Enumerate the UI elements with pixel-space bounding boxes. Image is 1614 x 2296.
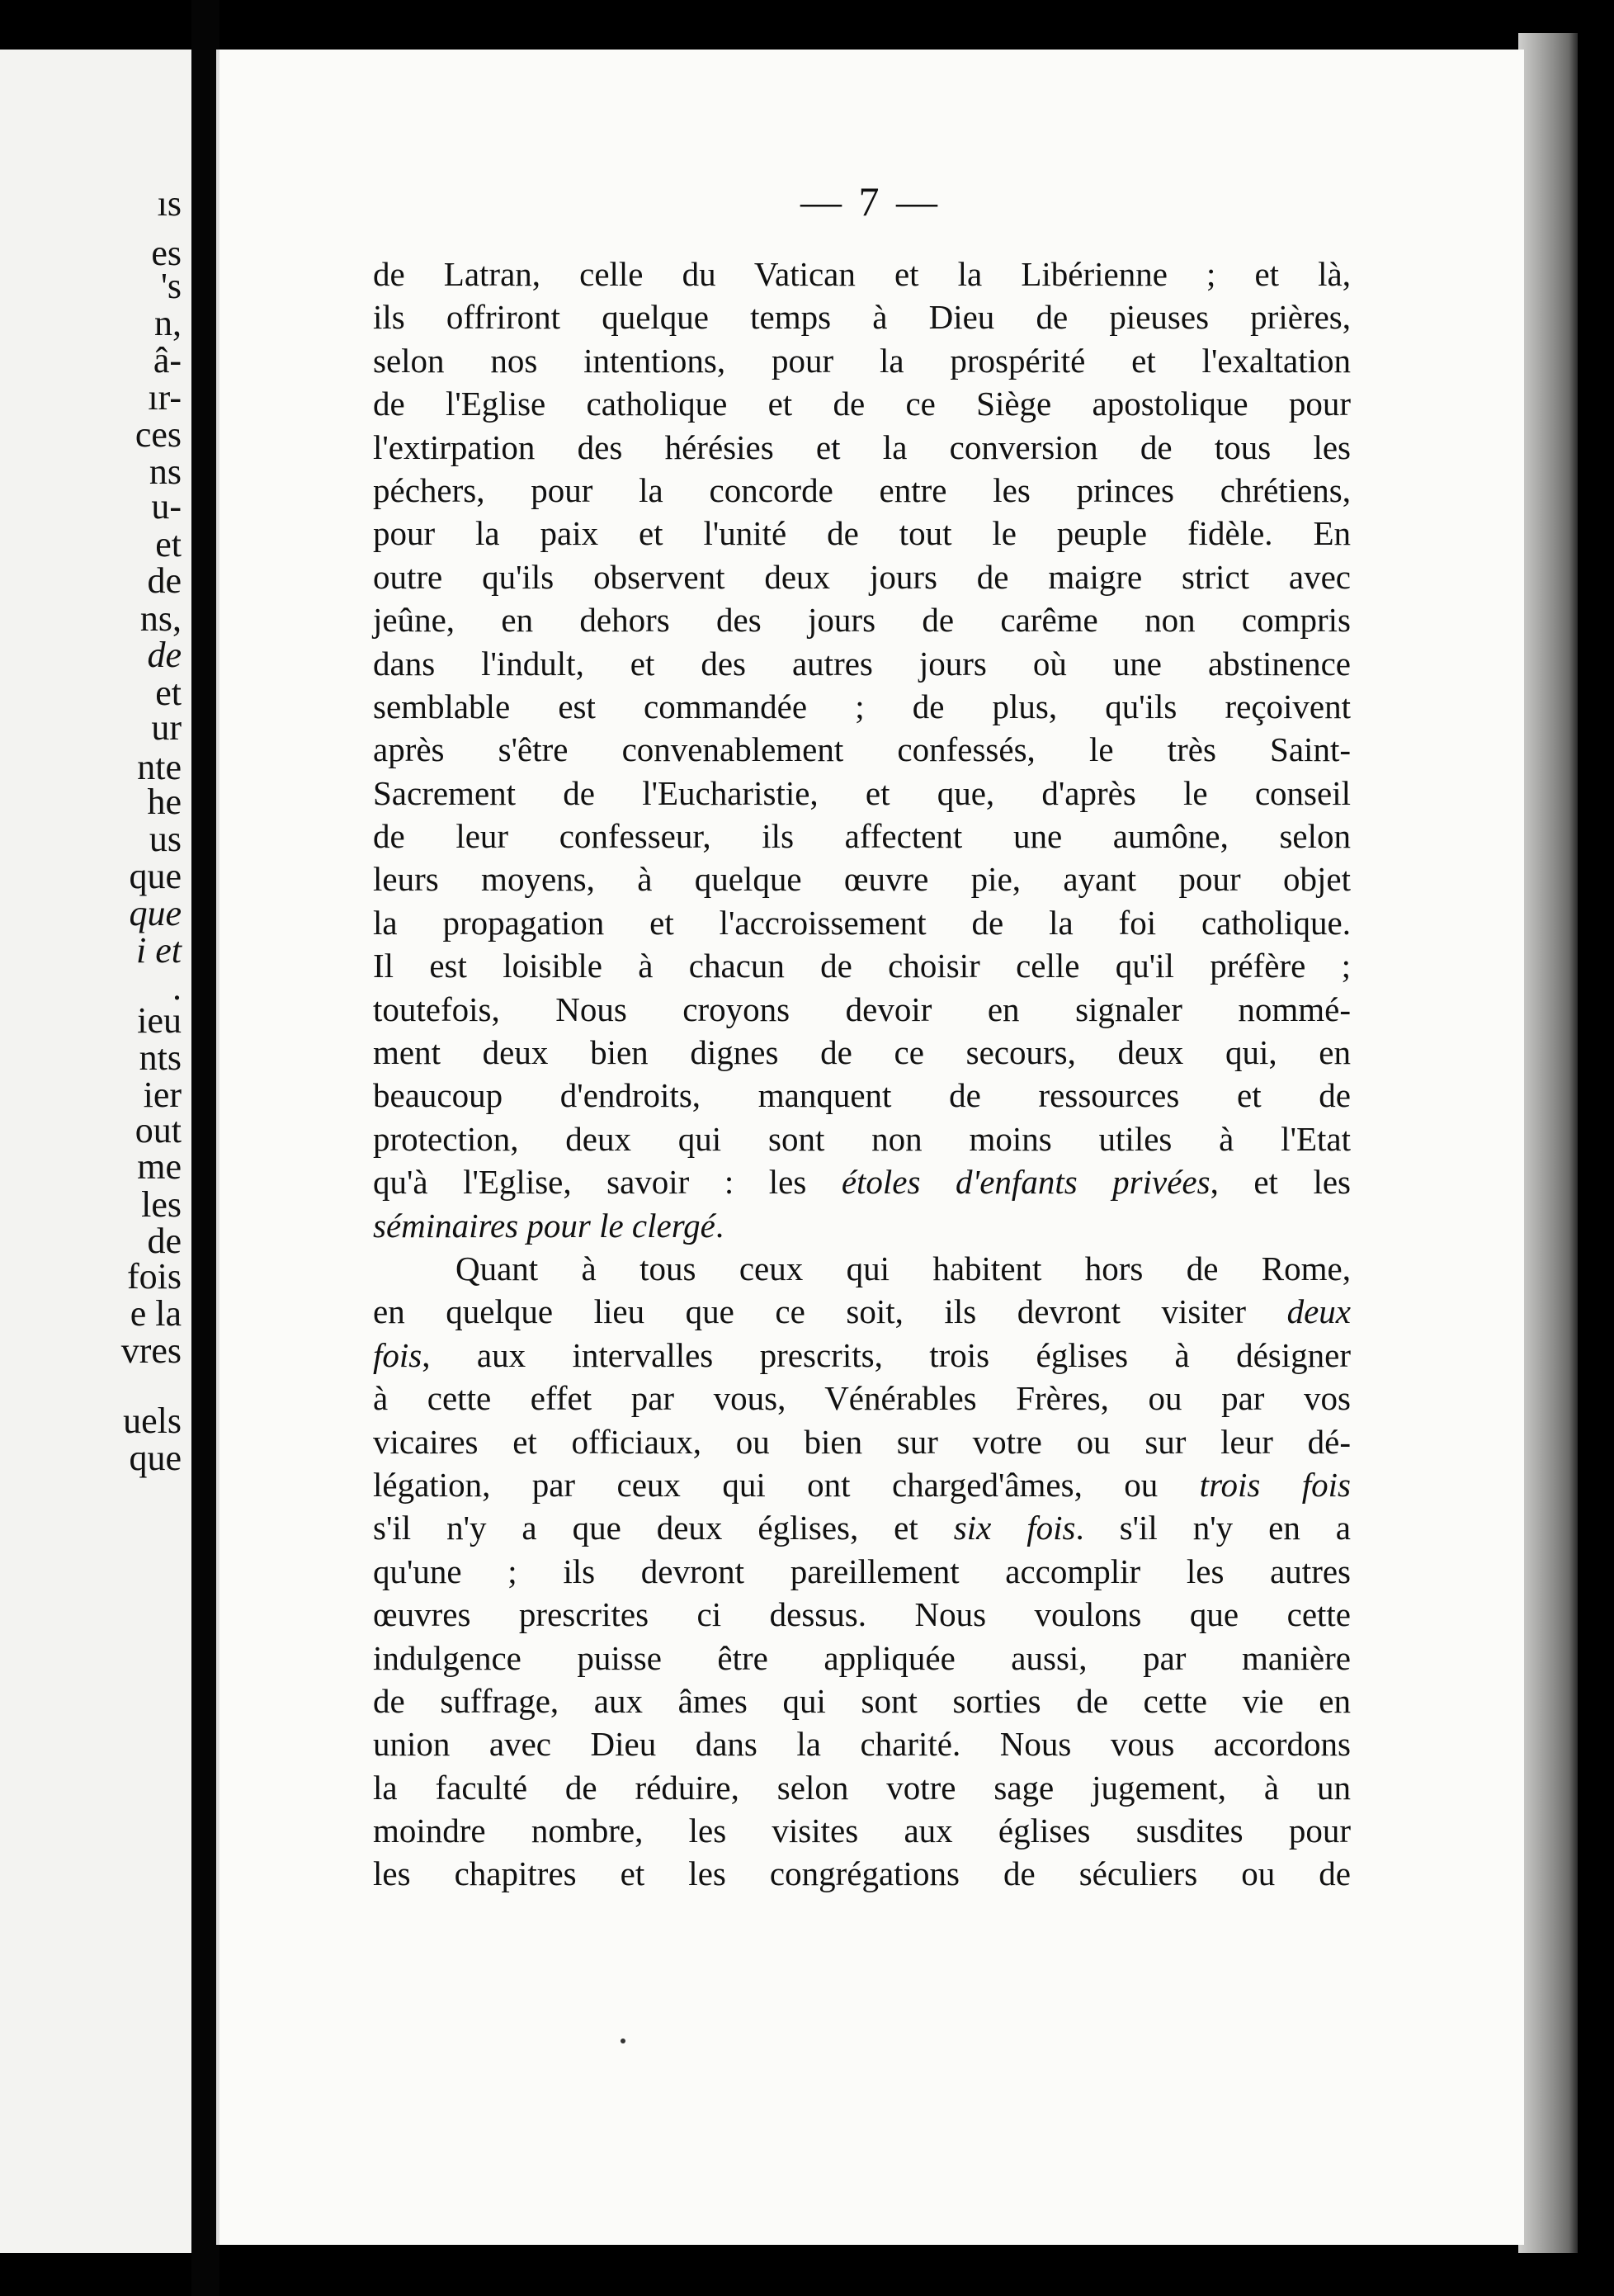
- text-line: [373, 1377, 1351, 1420]
- italic-text: deux: [1286, 1292, 1351, 1331]
- text-line: [373, 253, 1351, 295]
- text-line: [373, 1463, 1351, 1506]
- text-line: [373, 772, 1351, 815]
- text-line: [373, 598, 1351, 641]
- left-page-text: uels: [123, 1401, 182, 1441]
- text-line: [373, 1506, 1351, 1549]
- left-page-text: ier: [143, 1075, 182, 1115]
- ink-speck: [621, 2039, 625, 2043]
- text-line: [373, 1679, 1351, 1722]
- text-line: [373, 382, 1351, 425]
- text-line: [373, 685, 1351, 728]
- line-text: , aux intervalles prescrits, trois églises à désigner: [422, 1335, 1351, 1374]
- left-page-text: ıs: [157, 183, 182, 224]
- line-text: .: [715, 1206, 724, 1245]
- left-page-text: .: [172, 967, 182, 1008]
- italic-text: fois: [373, 1335, 422, 1374]
- left-page-text: vres: [120, 1330, 182, 1371]
- line-text: les chapitres et les congrégations de séculiers ou de: [373, 1854, 1351, 1893]
- text-line: [373, 1290, 1351, 1333]
- text-line: [373, 815, 1351, 857]
- left-page-text: et: [155, 673, 182, 713]
- left-page-fragment: [0, 50, 191, 2253]
- left-page-text: es: [151, 233, 182, 273]
- line-text: œuvres prescrites ci dessus. Nous voulons que cette: [373, 1595, 1351, 1634]
- left-page-text: de: [147, 1221, 182, 1261]
- text-line: [373, 1550, 1351, 1593]
- page-number: — 7 —: [800, 178, 941, 224]
- line-text: Sacrement de l'Eucharistie, et que, d'après le conseil: [373, 773, 1351, 812]
- left-page-text: i et: [136, 930, 182, 971]
- left-page-text: ces: [134, 414, 182, 455]
- line-text: leurs moyens, à quelque œuvre pie, ayant pour objet: [373, 860, 1351, 899]
- text-line: [373, 1722, 1351, 1765]
- left-page-text: ur: [151, 707, 182, 748]
- line-text: moindre nombre, les visites aux églises susdites pour: [373, 1812, 1351, 1850]
- line-text: pour la paix et l'unité de tout le peuple fidèle. En: [373, 514, 1351, 553]
- text-line: [373, 555, 1351, 598]
- line-text: qu'à l'Eglise, savoir : les: [373, 1163, 842, 1202]
- left-page-text: ns: [149, 451, 182, 492]
- italic-text: trois fois: [1199, 1465, 1351, 1504]
- left-page-text: out: [134, 1110, 182, 1150]
- line-text: s'il n'y a que deux églises, et: [373, 1509, 954, 1547]
- text-line: [373, 512, 1351, 555]
- text-line: [373, 1117, 1351, 1160]
- left-page-text: e la: [130, 1293, 182, 1334]
- line-text: selon nos intentions, pour la prospérité et l'exaltation: [373, 341, 1351, 380]
- line-text: dans l'indult, et des autres jours où une abstinence: [373, 644, 1351, 683]
- text-line: [373, 339, 1351, 382]
- text-line: [373, 1593, 1351, 1636]
- body-text: [373, 253, 1351, 1896]
- line-text: union avec Dieu dans la charité. Nous vous accordons: [373, 1725, 1351, 1764]
- left-page-text: que: [129, 893, 182, 933]
- line-text: en quelque lieu que ce soit, ils devront visiter: [373, 1292, 1287, 1331]
- left-page-text: et: [155, 524, 182, 565]
- line-text: de leur confesseur, ils affectent une aumône, selon: [373, 817, 1351, 856]
- left-page-text: les: [141, 1184, 182, 1225]
- line-text: outre qu'ils observent deux jours de maigre strict avec: [373, 557, 1351, 596]
- line-text: , et les: [1210, 1163, 1351, 1202]
- text-line: [373, 988, 1351, 1031]
- text-line: [373, 1204, 1351, 1247]
- text-line: [373, 1160, 1351, 1203]
- italic-text: étoles d'enfants privées: [841, 1163, 1210, 1202]
- text-line: [373, 1334, 1351, 1377]
- line-text: ils offriront quelque temps à Dieu de pieuses prières,: [373, 298, 1351, 337]
- line-text: qu'une ; ils devront pareillement accomplir les autres: [373, 1552, 1351, 1590]
- text-line: [373, 1809, 1351, 1852]
- left-page-text: u-: [151, 486, 182, 527]
- text-line: [373, 295, 1351, 338]
- left-page-text: que: [129, 856, 182, 896]
- line-text: jeûne, en dehors des jours de carême non compris: [373, 601, 1351, 640]
- page-edge-shadow: [1518, 33, 1578, 2253]
- left-page-text: ır-: [148, 377, 182, 418]
- line-text: de l'Eglise catholique et de ce Siège apostolique pour: [373, 385, 1351, 423]
- line-text: indulgence puisse être appliquée aussi, par manière: [373, 1638, 1351, 1677]
- line-text: protection, deux qui sont non moins utiles à l'Etat: [373, 1119, 1351, 1158]
- line-text: péchers, pour la concorde entre les princes chrétiens,: [373, 470, 1351, 509]
- text-line: [373, 1637, 1351, 1679]
- text-line: [373, 1766, 1351, 1809]
- left-page-text: que: [129, 1438, 182, 1478]
- left-page-text: de: [147, 560, 182, 601]
- line-text: Quant à tous ceux qui habitent hors de Rome,: [455, 1249, 1351, 1287]
- line-text: après s'être convenablement confessés, le très Saint-: [373, 730, 1351, 769]
- italic-text: six fois: [953, 1509, 1076, 1547]
- left-page-text: de: [147, 635, 182, 675]
- line-text: semblable est commandée ; de plus, qu'ils reçoivent: [373, 687, 1351, 725]
- book-gutter: [191, 0, 219, 2296]
- text-line: [373, 728, 1351, 771]
- line-text: ment deux bien dignes de ce secours, deux qui, en: [373, 1033, 1351, 1072]
- italic-text: séminaires pour le clergé: [373, 1206, 715, 1245]
- left-page-text: nts: [139, 1037, 182, 1078]
- text-line: [373, 469, 1351, 512]
- line-text: . s'il n'y en a: [1075, 1509, 1351, 1547]
- text-line: [373, 1247, 1351, 1290]
- left-page-text: ns,: [139, 598, 182, 639]
- text-line: [373, 1074, 1351, 1117]
- line-text: l'extirpation des hérésies et la conversion de tous les: [373, 428, 1351, 466]
- left-page-text: n,: [154, 303, 182, 343]
- line-text: la faculté de réduire, selon votre sage jugement, à un: [373, 1768, 1351, 1807]
- left-page-text: he: [147, 782, 182, 822]
- text-line: [373, 1420, 1351, 1463]
- line-text: la propagation et l'accroissement de la foi catholique.: [373, 903, 1351, 942]
- line-text: toutefois, Nous croyons devoir en signaler nommé-: [373, 990, 1351, 1028]
- left-page-text: nte: [137, 747, 182, 787]
- line-text: de Latran, celle du Vatican et la Libérienne ; et là,: [373, 255, 1351, 293]
- line-text: Il est loisible à chacun de choisir celle qu'il préfère ;: [373, 947, 1351, 985]
- text-line: [373, 642, 1351, 685]
- line-text: de suffrage, aux âmes qui sont sorties de cette vie en: [373, 1681, 1351, 1720]
- text-line: [373, 901, 1351, 944]
- left-page-text: ieu: [137, 1000, 182, 1041]
- left-page-text: fois: [127, 1256, 182, 1297]
- left-page-text: 's: [160, 266, 182, 306]
- text-line: [373, 1852, 1351, 1895]
- line-text: légation, par ceux qui ont charged'âmes, ou: [373, 1465, 1200, 1504]
- text-line: [373, 426, 1351, 469]
- text-line: [373, 1031, 1351, 1074]
- line-text: vicaires et officiaux, ou bien sur votre ou sur leur dé-: [373, 1422, 1351, 1461]
- text-line: [373, 857, 1351, 900]
- left-page-text: us: [149, 819, 182, 859]
- left-page-text: â-: [153, 340, 182, 380]
- line-text: beaucoup d'endroits, manquent de ressources et de: [373, 1076, 1351, 1115]
- left-page-text: me: [137, 1146, 182, 1187]
- line-text: à cette effet par vous, Vénérables Frères, ou par vos: [373, 1379, 1351, 1418]
- text-line: [373, 944, 1351, 987]
